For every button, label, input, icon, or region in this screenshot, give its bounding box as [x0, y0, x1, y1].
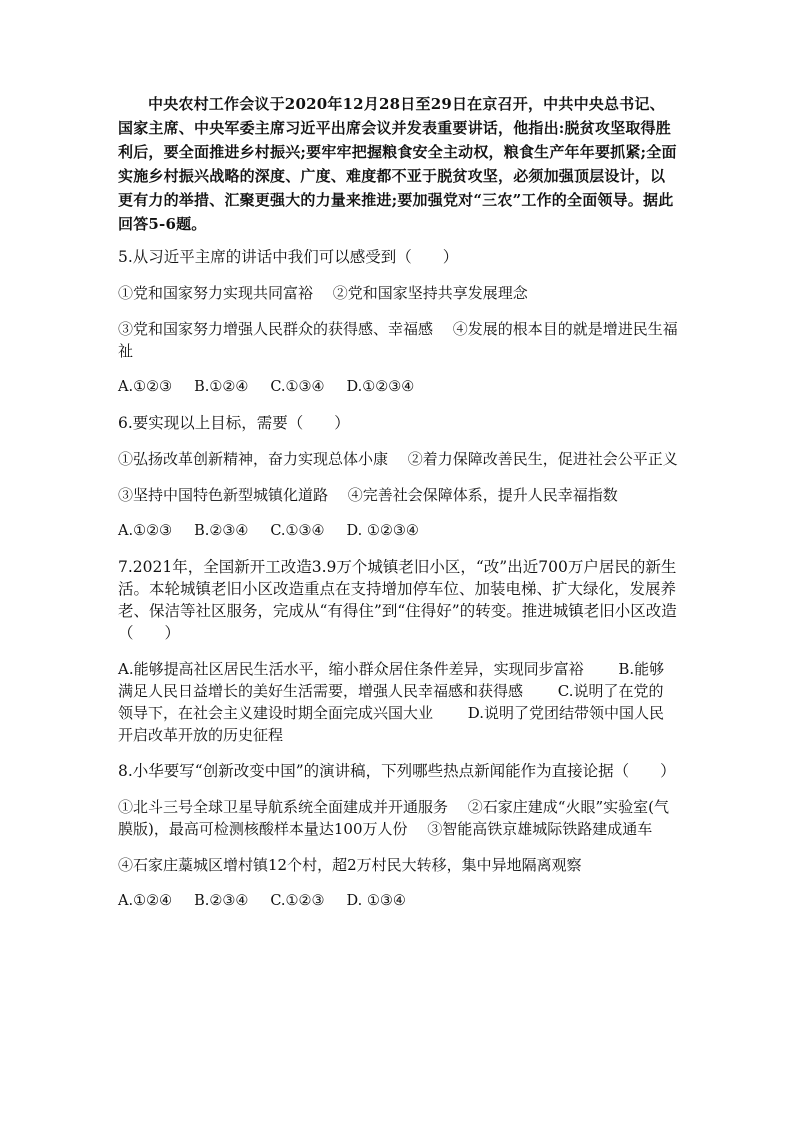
choice-b: B.①②④ [194, 379, 249, 395]
choice-a: A.①②③ [118, 523, 173, 539]
question-8-statements-2: ④石家庄藁城区增村镇12个村，超2万村民大转移，集中异地隔离观察 [118, 856, 582, 874]
question-8-choices [118, 890, 678, 912]
choice-d: D. ①③④ [346, 893, 406, 909]
intro-paragraph: 中央农村工作会议于2020年12月28日至29日在京召开，中共中央总书记、国家主席、中央军委主席习近平出席会议并发表重要讲话，他指出:脱贫攻坚取得胜利后，要全面推进乡村振兴;要牢牢把握粮食安全主动权，粮食生产年年要抓紧;全面实施乡村振兴战略的深度、广度、难度都不亚于脱贫攻坚，必须加强顶层设计，以更有力的举措、汇聚更强大的力量来推进;要加强党对“三农”工作的全面领导。据此回答5-6题。 [118, 95, 677, 233]
document-page [118, 92, 678, 926]
choice-d: D. ①②③④ [346, 523, 419, 539]
question-5-stem: 5.从习近平主席的讲话中我们可以感受到（ ） [118, 248, 459, 266]
choice-c: C.①③④ [270, 379, 325, 395]
choice-c: C.①③④ [270, 523, 325, 539]
question-5-choices [118, 376, 678, 398]
question-6-stem: 6.要实现以上目标，需要（ ） [118, 414, 350, 432]
question-7-options: A.能够提高社区居民生活水平，缩小群众居住条件差异，实现同步富裕 B.能够满足人民日益增长的美好生活需要，增强人民幸福感和获得感 C.说明了在党的领导下，在社会主义建设时期全面完成兴国大业 D.说明了党团结带领中国人民开启改革开放的历史征程 [118, 660, 665, 744]
choice-a: A.①②③ [118, 379, 173, 395]
question-8-stem: 8.小华要写“创新改变中国”的演讲稿，下列哪些热点新闻能作为直接论据（ ） [118, 762, 676, 780]
choice-b: B.②③④ [194, 893, 249, 909]
choice-d: D.①②③④ [346, 379, 415, 395]
choice-c: C.①②③ [270, 893, 325, 909]
question-5-statements-1: ①党和国家努力实现共同富裕 ②党和国家坚持共享发展理念 [118, 284, 528, 302]
choice-b: B.②③④ [194, 523, 249, 539]
question-5-statements-2: ③党和国家努力增强人民群众的获得感、幸福感 ④发展的根本目的就是增进民生福祉 [118, 320, 678, 360]
choice-a: A.①②④ [118, 893, 173, 909]
question-8-statements-1: ①北斗三号全球卫星导航系统全面建成并开通服务 ②石家庄建成“火眼”实验室(气膜版)，最高可检测核酸样本量达100万人份 ③智能高铁京雄城际铁路建成通车 [118, 798, 669, 838]
question-6-choices [118, 520, 678, 542]
question-6-statements-1: ①弘扬改革创新精神，奋力实现总体小康 ②着力保障改善民生，促进社会公平正义 [118, 450, 678, 468]
question-6-statements-2: ③坚持中国特色新型城镇化道路 ④完善社会保障体系，提升人民幸福指数 [118, 486, 618, 504]
question-7-stem: 7.2021年，全国新开工改造3.9万个城镇老旧小区，“改”出近700万户居民的新生活。本轮城镇老旧小区改造重点在支持增加停车位、加装电梯、扩大绿化，发展养老、保洁等社区服务，完成从“有得住”到“住得好”的转变。推进城镇老旧小区改造（ ） [118, 558, 677, 642]
